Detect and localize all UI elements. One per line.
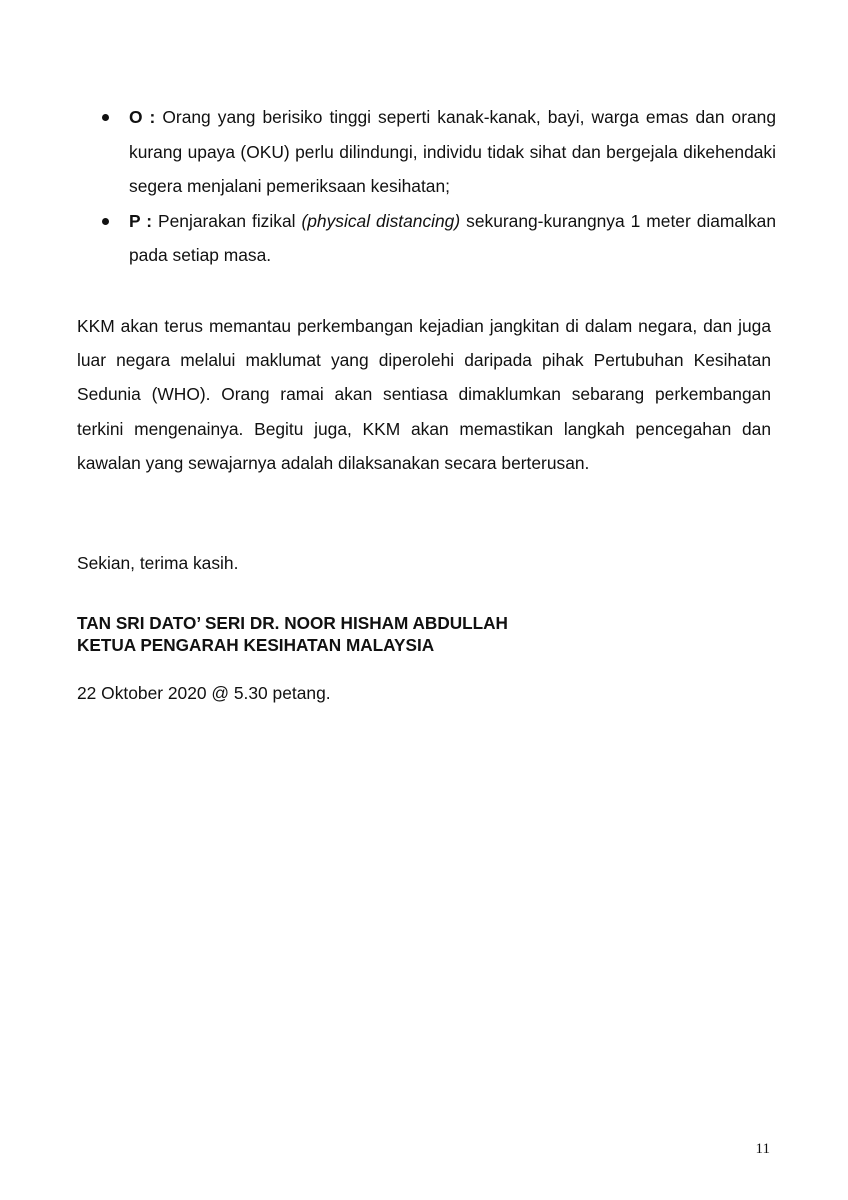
- bullet-dot-icon: [102, 114, 109, 121]
- bullet-item-o: [96, 100, 776, 204]
- signatory-name: TAN SRI DATO’ SERI DR. NOOR HISHAM ABDULLAH: [77, 613, 508, 633]
- bullet-text: Penjarakan fizikal: [152, 210, 302, 231]
- body-paragraph: KKM akan terus memantau perkembangan kejadian jangkitan di dalam negara, dan juga luar negara melalui maklumat yang diperolehi daripada pihak Pertubuhan Kesihatan Sedunia (WHO). Orang ramai akan sentiasa dimaklumkan sebarang perkembangan terkini mengenainya. Begitu juga, KKM akan memastikan langkah pencegahan dan kawalan yang sewajarnya adalah dilaksanakan secara berterusan.: [77, 316, 771, 473]
- bullet-italic-term: (physical distancing): [301, 210, 461, 231]
- closing-line: Sekian, terima kasih.: [77, 553, 239, 573]
- page-number: 11: [755, 1141, 770, 1157]
- bullet-key: P :: [129, 210, 153, 231]
- bullet-dot-icon: [102, 218, 109, 225]
- prevention-bullet-list: [96, 100, 776, 273]
- signature-block: [77, 612, 508, 656]
- signatory-title: KETUA PENGARAH KESIHATAN MALAYSIA: [77, 635, 435, 655]
- bullet-key: O :: [129, 107, 156, 127]
- bullet-text-continued: sekurang-kurangnya 1 meter diamalkan pada setiap masa.: [129, 210, 776, 265]
- bullet-item-p: [96, 204, 776, 273]
- bullet-text: Orang yang berisiko tinggi seperti kanak-kanak, bayi, warga emas dan orang kurang upaya (OKU) perlu dilindungi, individu tidak sihat dan bergejala dikehendaki segera menjalani pemeriksaan kesihatan;: [129, 107, 776, 196]
- release-date: 22 Oktober 2020 @ 5.30 petang.: [77, 683, 331, 703]
